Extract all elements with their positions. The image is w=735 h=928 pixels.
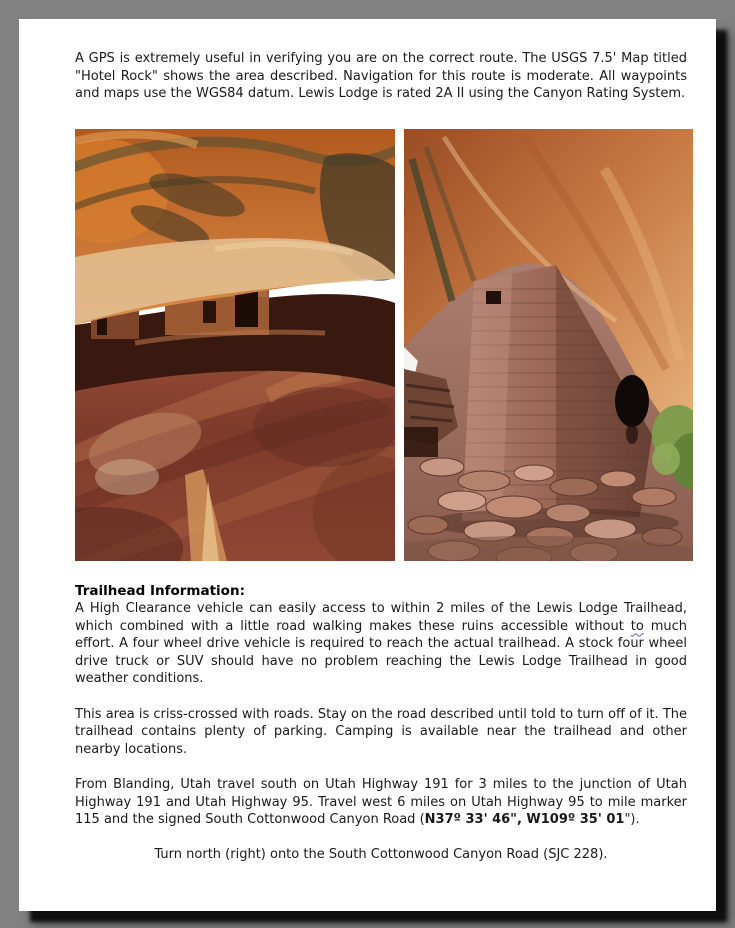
gps-coordinates: N37º 33' 46", W109º 35' 01	[424, 812, 625, 827]
stone-tower-ruin-photo	[404, 129, 693, 561]
cliff-alcove-ruins-photo	[75, 129, 395, 561]
photo-row	[75, 129, 693, 561]
access-text-after: much effort. A four wheel drive vehicle is required to reach the actual trailhead. A stock four wheel drive truck or SUV should have no problem reaching the Lewis Lodge Trailhead in good weather conditions.	[75, 618, 687, 686]
trailhead-access-paragraph	[75, 600, 687, 688]
access-text-before: A High Clearance vehicle can easily access to within 2 miles of the Lewis Lodge Trailhead, which combined with a little road walking makes these ruins accessible without	[75, 601, 687, 634]
roads-paragraph: This area is criss-crossed with roads. Stay on the road described until told to turn off of it. The trailhead contains plenty of parking. Camping is available near the trailhead and other nearby locations.	[75, 706, 687, 757]
page-content	[19, 19, 716, 863]
turn-instruction: Turn north (right) onto the South Cottonwood Canyon Road (SJC 228).	[154, 846, 608, 862]
misspelled-word: to	[630, 618, 644, 634]
document-page	[19, 19, 716, 911]
trailhead-heading: Trailhead Information:	[75, 582, 245, 599]
directions-closing: ").	[624, 812, 640, 827]
intro-paragraph: A GPS is extremely useful in verifying you are on the correct route. The USGS 7.5' Map titled "Hotel Rock" shows the area described. Navigation for this route is moderate. All waypoints and maps use the WGS84 datum. Lewis Lodge is rated 2A II using the Canyon Rating System.	[75, 51, 687, 101]
directions-text: From Blanding, Utah travel south on Utah Highway 191 for 3 miles to the junction of Utah Highway 191 and Utah Highway 95. Travel west 6 miles on Utah Highway 95 to mile marker 115 and the signed South Cottonwood Canyon Road (	[75, 777, 687, 827]
directions-paragraph	[75, 776, 687, 829]
